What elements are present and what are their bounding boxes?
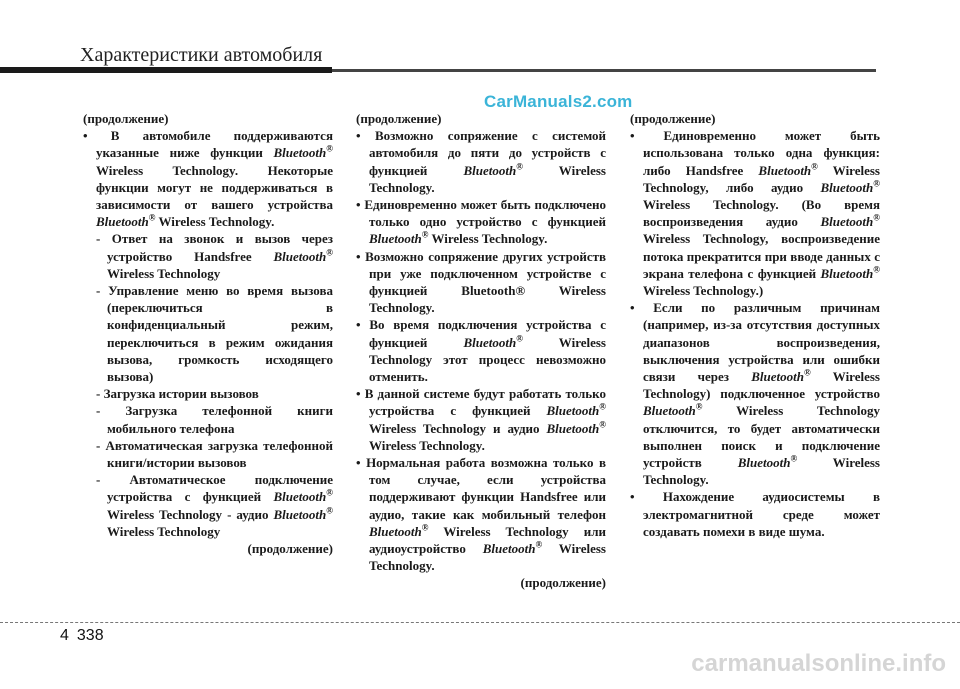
bullet-normal-operation: • Нормальная работа возможна только в том случае, если устройства поддерживают функции Handsfree или аудио, такие как мобильный телефон Bluetooth® Wireless Technology или аудиоустройство Bluetooth® Wireless Technology.	[356, 454, 606, 574]
bullet-single-function: • Единовременно может быть использована только одна функция: либо Handsfree Bluetooth® Wireless Technology, либо аудио Bluetooth® Wireless Technology. (Во время воспроизведения аудио Bluetooth® Wireless Technology, воспроизведение потока прекратится при вводе данных с экрана телефона с функцией Bluetooth® Wireless Technology.)	[630, 127, 880, 299]
bullet-noise: • Нахождение аудиосистемы в электромагнитной среде может создавать помехи в виде шума.	[630, 488, 880, 540]
footer-dashed-rule	[0, 622, 960, 623]
bullet-auto-reconnect: • Если по различным причинам (например, из-за отсутствия доступных диапазонов воспроизведения, выключения устройства или ошибки связи через Bluetooth® Wireless Technology) подключенное устройство Bluetooth® Wireless Technology отключится, то будет автоматически выполнен поиск и подключение устройств Bluetooth® Wireless Technology.	[630, 299, 880, 488]
text-column-1	[83, 110, 333, 557]
continued-label: (продолжение)	[356, 111, 442, 126]
header-rule-thin	[332, 69, 876, 72]
continued-label-bottom: (продолжение)	[520, 575, 606, 591]
watermark-carmanuals2[interactable]: CarManuals2.com	[484, 92, 633, 111]
header-rule-thick	[0, 67, 332, 73]
bullet-pair-others: • Возможно сопряжение других устройств при уже подключенном устройстве с функцией Bluetooth® Wireless Technology.	[356, 248, 606, 317]
continued-label: (продолжение)	[630, 111, 716, 126]
watermark-carmanualsonline[interactable]: carmanualsonline.info	[691, 650, 946, 677]
page-number	[60, 627, 104, 645]
page-number-value: 338	[76, 627, 104, 644]
sub-item-call-menu: - Управление меню во время вызова (переключиться в конфиденциальный режим, переключиться в режим ожидания вызова, громкость исходящего вызова)	[83, 282, 333, 385]
bullet-pairing-five: • Возможно сопряжение с системой автомобиля до пяти до устройств с функцией Bluetooth® Wireless Technology.	[356, 127, 606, 196]
bullet-cannot-cancel: • Во время подключения устройства с функцией Bluetooth® Wireless Technology этот процесс невозможно отменить.	[356, 316, 606, 385]
page-header-title: Характеристики автомобиля	[80, 44, 323, 66]
chapter-number: 4	[60, 627, 69, 644]
sub-item-call-history: - Загрузка истории вызовов	[83, 385, 333, 402]
sub-item-auto-download: - Автоматическая загрузка телефонной книги/истории вызовов	[83, 437, 333, 471]
bullet-one-device: • Единовременно может быть подключено только одно устройство с функцией Bluetooth® Wireless Technology.	[356, 196, 606, 248]
bullet-only-bluetooth: • В данной системе будут работать только устройства с функцией Bluetooth® Wireless Technology и аудио Bluetooth® Wireless Technology.	[356, 385, 606, 454]
sub-item-phonebook: - Загрузка телефонной книги мобильного телефона	[83, 402, 333, 436]
text-column-3	[630, 110, 880, 540]
bullet-supported-functions: • В автомобиле поддерживаются указанные ниже функции Bluetooth® Wireless Technology. Некоторые функции могут не поддерживаться в зависимости от вашего устройства Bluetooth® Wireless Technology.	[83, 127, 333, 230]
sub-item-answer-call: - Ответ на звонок и вызов через устройство Handsfree Bluetooth® Wireless Technology	[83, 230, 333, 282]
text-column-2	[356, 110, 606, 592]
continued-label-bottom: (продолжение)	[247, 541, 333, 557]
sub-item-auto-connect: - Автоматическое подключение устройства с функцией Bluetooth® Wireless Technology - аудио Bluetooth® Wireless Technology	[83, 471, 333, 540]
continued-label: (продолжение)	[83, 111, 169, 126]
